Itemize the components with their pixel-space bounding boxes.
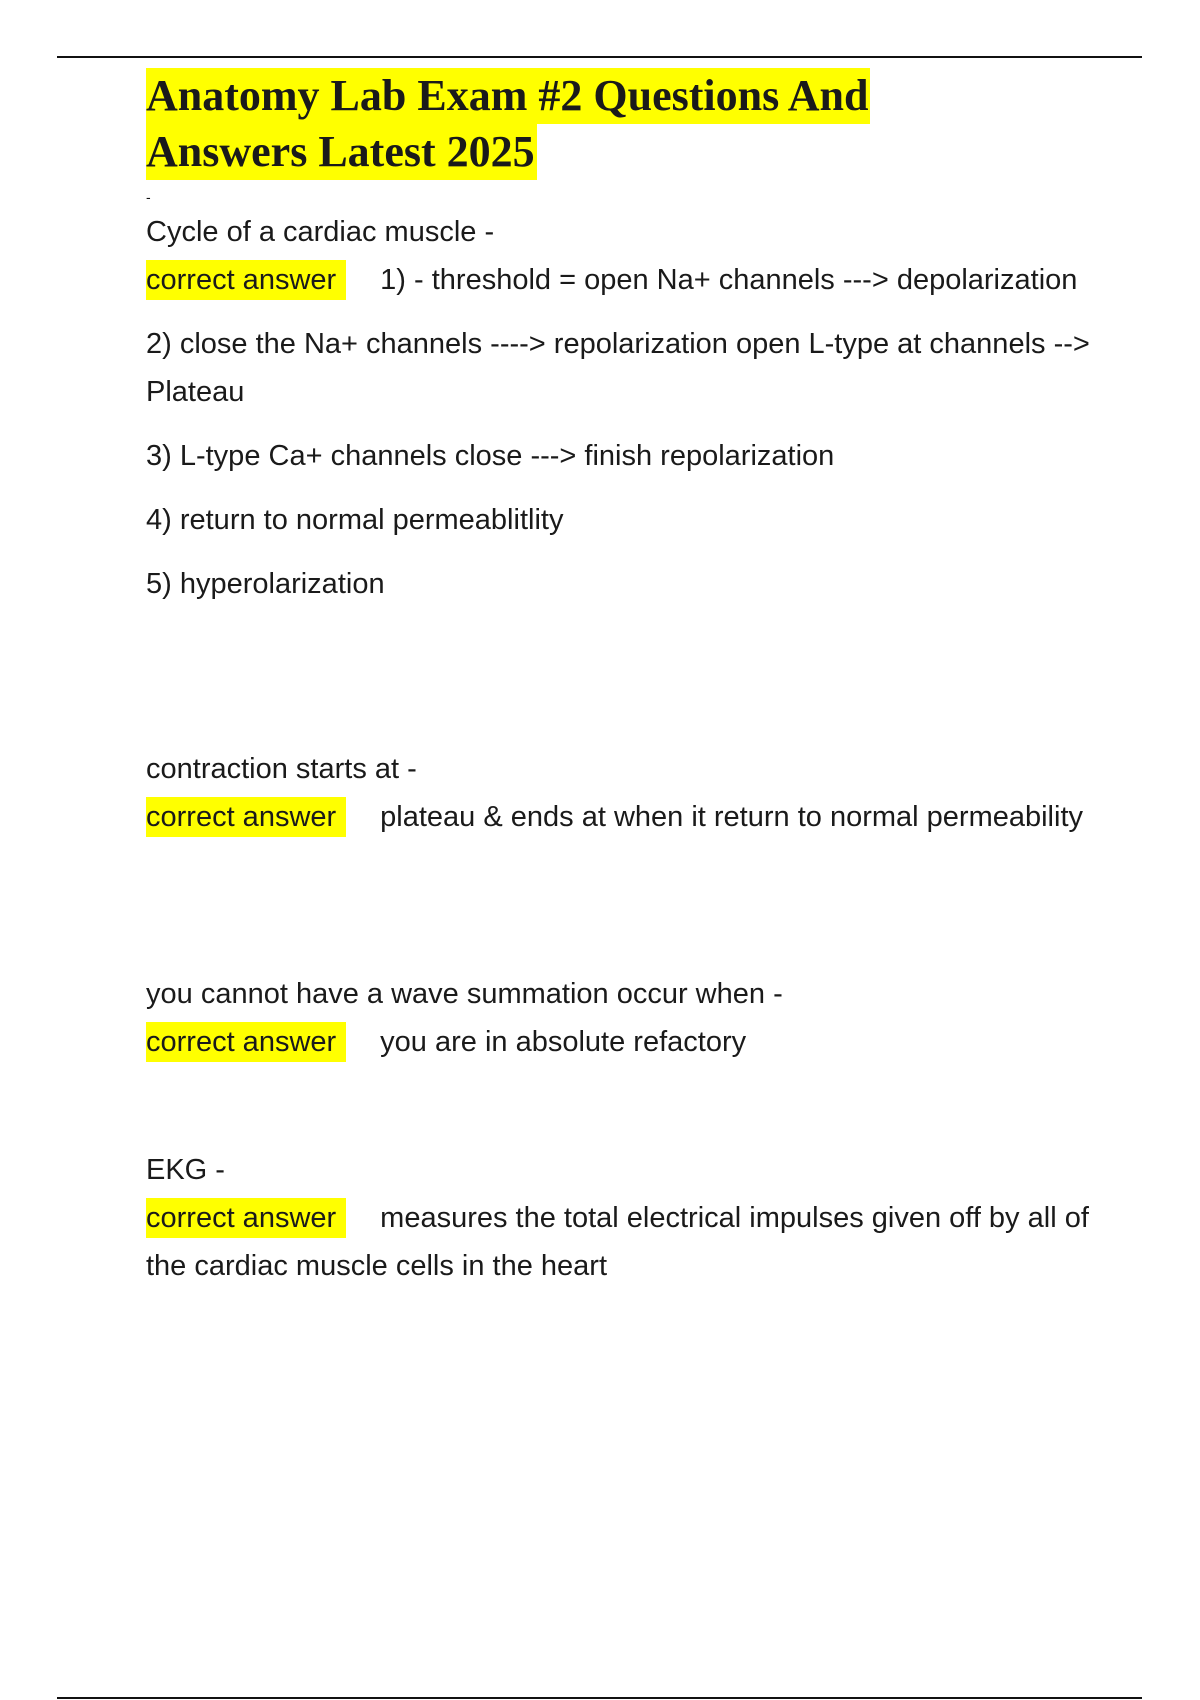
document-title bbox=[146, 68, 1106, 180]
dash-marker: - bbox=[146, 189, 151, 205]
top-divider bbox=[57, 56, 1142, 58]
answer-body: measures the total electrical impulses given off by all of the cardiac muscle cells in the heart bbox=[146, 1202, 1089, 1282]
qa-item bbox=[146, 745, 1106, 841]
answer-step: 3) L-type Ca+ channels close ---> finish repolarization bbox=[146, 440, 835, 472]
answer-step: 2) close the Na+ channels ----> repolarization open L-type at channels --> Plateau bbox=[146, 328, 1090, 408]
answer-text bbox=[146, 793, 1106, 841]
question-text: contraction starts at - bbox=[146, 753, 417, 785]
question-text: EKG - bbox=[146, 1154, 225, 1186]
correct-answer-label: correct answer bbox=[146, 260, 346, 300]
answer-step: 4) return to normal permeablitlity bbox=[146, 504, 564, 536]
qa-item bbox=[146, 208, 1106, 608]
document-body bbox=[146, 68, 1106, 1282]
answer-step: 5) hyperolarization bbox=[146, 568, 385, 600]
title-line-2: Answers Latest 2025 bbox=[146, 124, 537, 180]
answer-text bbox=[146, 1018, 1106, 1066]
question-text: Cycle of a cardiac muscle - bbox=[146, 216, 495, 248]
question-text: you cannot have a wave summation occur when - bbox=[146, 978, 783, 1010]
title-line-1: Anatomy Lab Exam #2 Questions And bbox=[146, 68, 870, 124]
correct-answer-label: correct answer bbox=[146, 797, 346, 837]
answer-body: you are in absolute refactory bbox=[380, 1026, 747, 1058]
qa-item bbox=[146, 970, 1106, 1066]
answer-body: 1) - threshold = open Na+ channels ---> depolarization bbox=[380, 264, 1078, 296]
answer-text bbox=[146, 1194, 1106, 1290]
answer-text bbox=[146, 256, 1106, 304]
correct-answer-label: correct answer bbox=[146, 1198, 346, 1238]
qa-item bbox=[146, 1146, 1106, 1290]
answer-body: plateau & ends at when it return to normal permeability bbox=[380, 801, 1083, 833]
bottom-divider bbox=[57, 1697, 1142, 1699]
correct-answer-label: correct answer bbox=[146, 1022, 346, 1062]
